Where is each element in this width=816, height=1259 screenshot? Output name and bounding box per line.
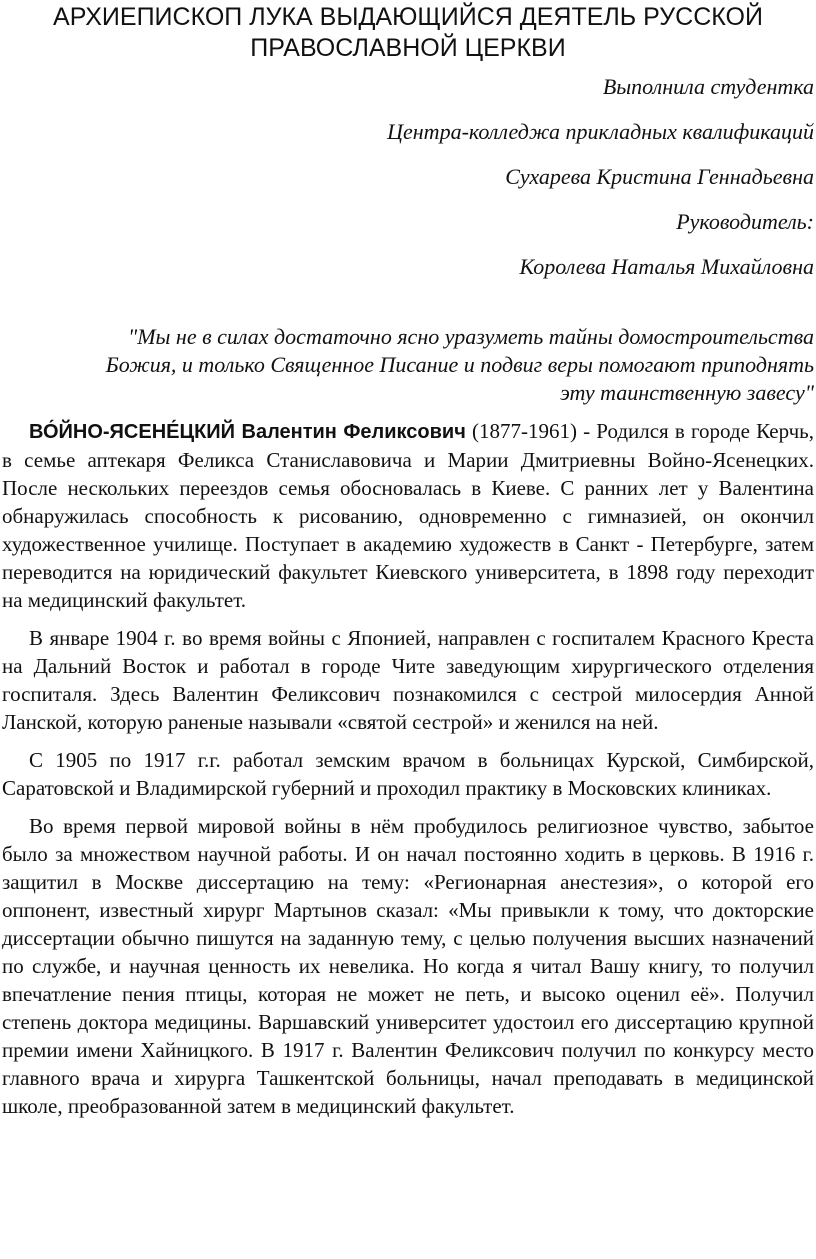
article-body [2,417,814,1120]
author-line-supervisor-label: Руководитель: [676,209,814,234]
author-block [2,73,814,281]
author-line-student-label: Выполнила студентка [602,74,814,99]
document-title: АРХИЕПИСКОП ЛУКА ВЫДАЮЩИЙСЯ ДЕЯТЕЛЬ РУССКОЙ ПРАВОСЛАВНОЙ ЦЕРКВИ [53,3,763,62]
paragraph-text: (1877-1961) - Родился в городе Керчь, в семье аптекаря Феликса Станиславовича и Марии Дмитриевны Войно-Ясенецких. После нескольких переездов семья обосновалась в Киеве. С ранних лет у Валентина обнаружилась способность к рисованию, одновременно с гимназией, он окончил художественное училище. Поступает в академию художеств в Санкт - Петербурге, затем переводится на юридический факультет Киевского университета, в 1898 году переходит на медицинский факультет. [2,419,814,612]
lead-name: ВО́ЙНО-ЯСЕНЕ́ЦКИЙ Валентин Феликсович [29,421,466,443]
paragraph-zemstvo-doctor: С 1905 по 1917 г.г. работал земским врачом в больницах Курской, Симбирской, Саратовской и Владимирской губерний и проходил практику в Московских клиниках. [2,748,814,800]
epigraph-line: Божия, и только Священное Писание и подвиг веры помогают приподнять [105,352,814,377]
author-line-student-name: Сухарева Кристина Геннадьевна [505,164,814,189]
epigraph-line: эту таинственную завесу" [560,380,814,405]
epigraph-quote [2,323,814,407]
author-line-supervisor-name: Королева Наталья Михайловна [519,254,814,279]
epigraph-line: "Мы не в силах достаточно ясно уразуметь тайны домостроительства [127,324,814,349]
author-line-college: Центра-колледжа прикладных квалификаций [387,119,814,144]
paragraph-biography-intro [2,417,814,614]
paragraph-dissertation: Во время первой мировой войны в нём пробудилось религиозное чувство, забытое было за множеством научной работы. И он начал постоянно ходить в церковь. В 1916 г. защитил в Москве диссертацию на тему: «Регионарная анестезия», о которой его оппонент, известный хирург Мартынов сказал: «Мы привыкли к тому, что докторские диссертации обычно пишутся на заданную тему, с целью получения высших назначений по службе, и научная ценность их невелика. Но когда я читал Вашу книгу, то получил впечатление пения птицы, которая не может не петь, и высоко оценил её». Получил степень доктора медицины. Варшавский университет удостоил его диссертацию крупной премии имени Хайницкого. В 1917 г. Валентин Феликсович получил по конкурсу место главного врача и хирурга Ташкентской больницы, начал преподавать в медицинской школе, преобразованной затем в медицинский факультет. [2,814,814,1118]
paragraph-war-japan: В январе 1904 г. во время войны с Японией, направлен с госпиталем Красного Креста на Дальний Восток и работал в городе Чите заведующим хирургического отделения госпиталя. Здесь Валентин Феликсович познакомился с сестрой милосердия Анной Ланской, которую раненые называли «святой сестрой» и женился на ней. [2,626,814,734]
